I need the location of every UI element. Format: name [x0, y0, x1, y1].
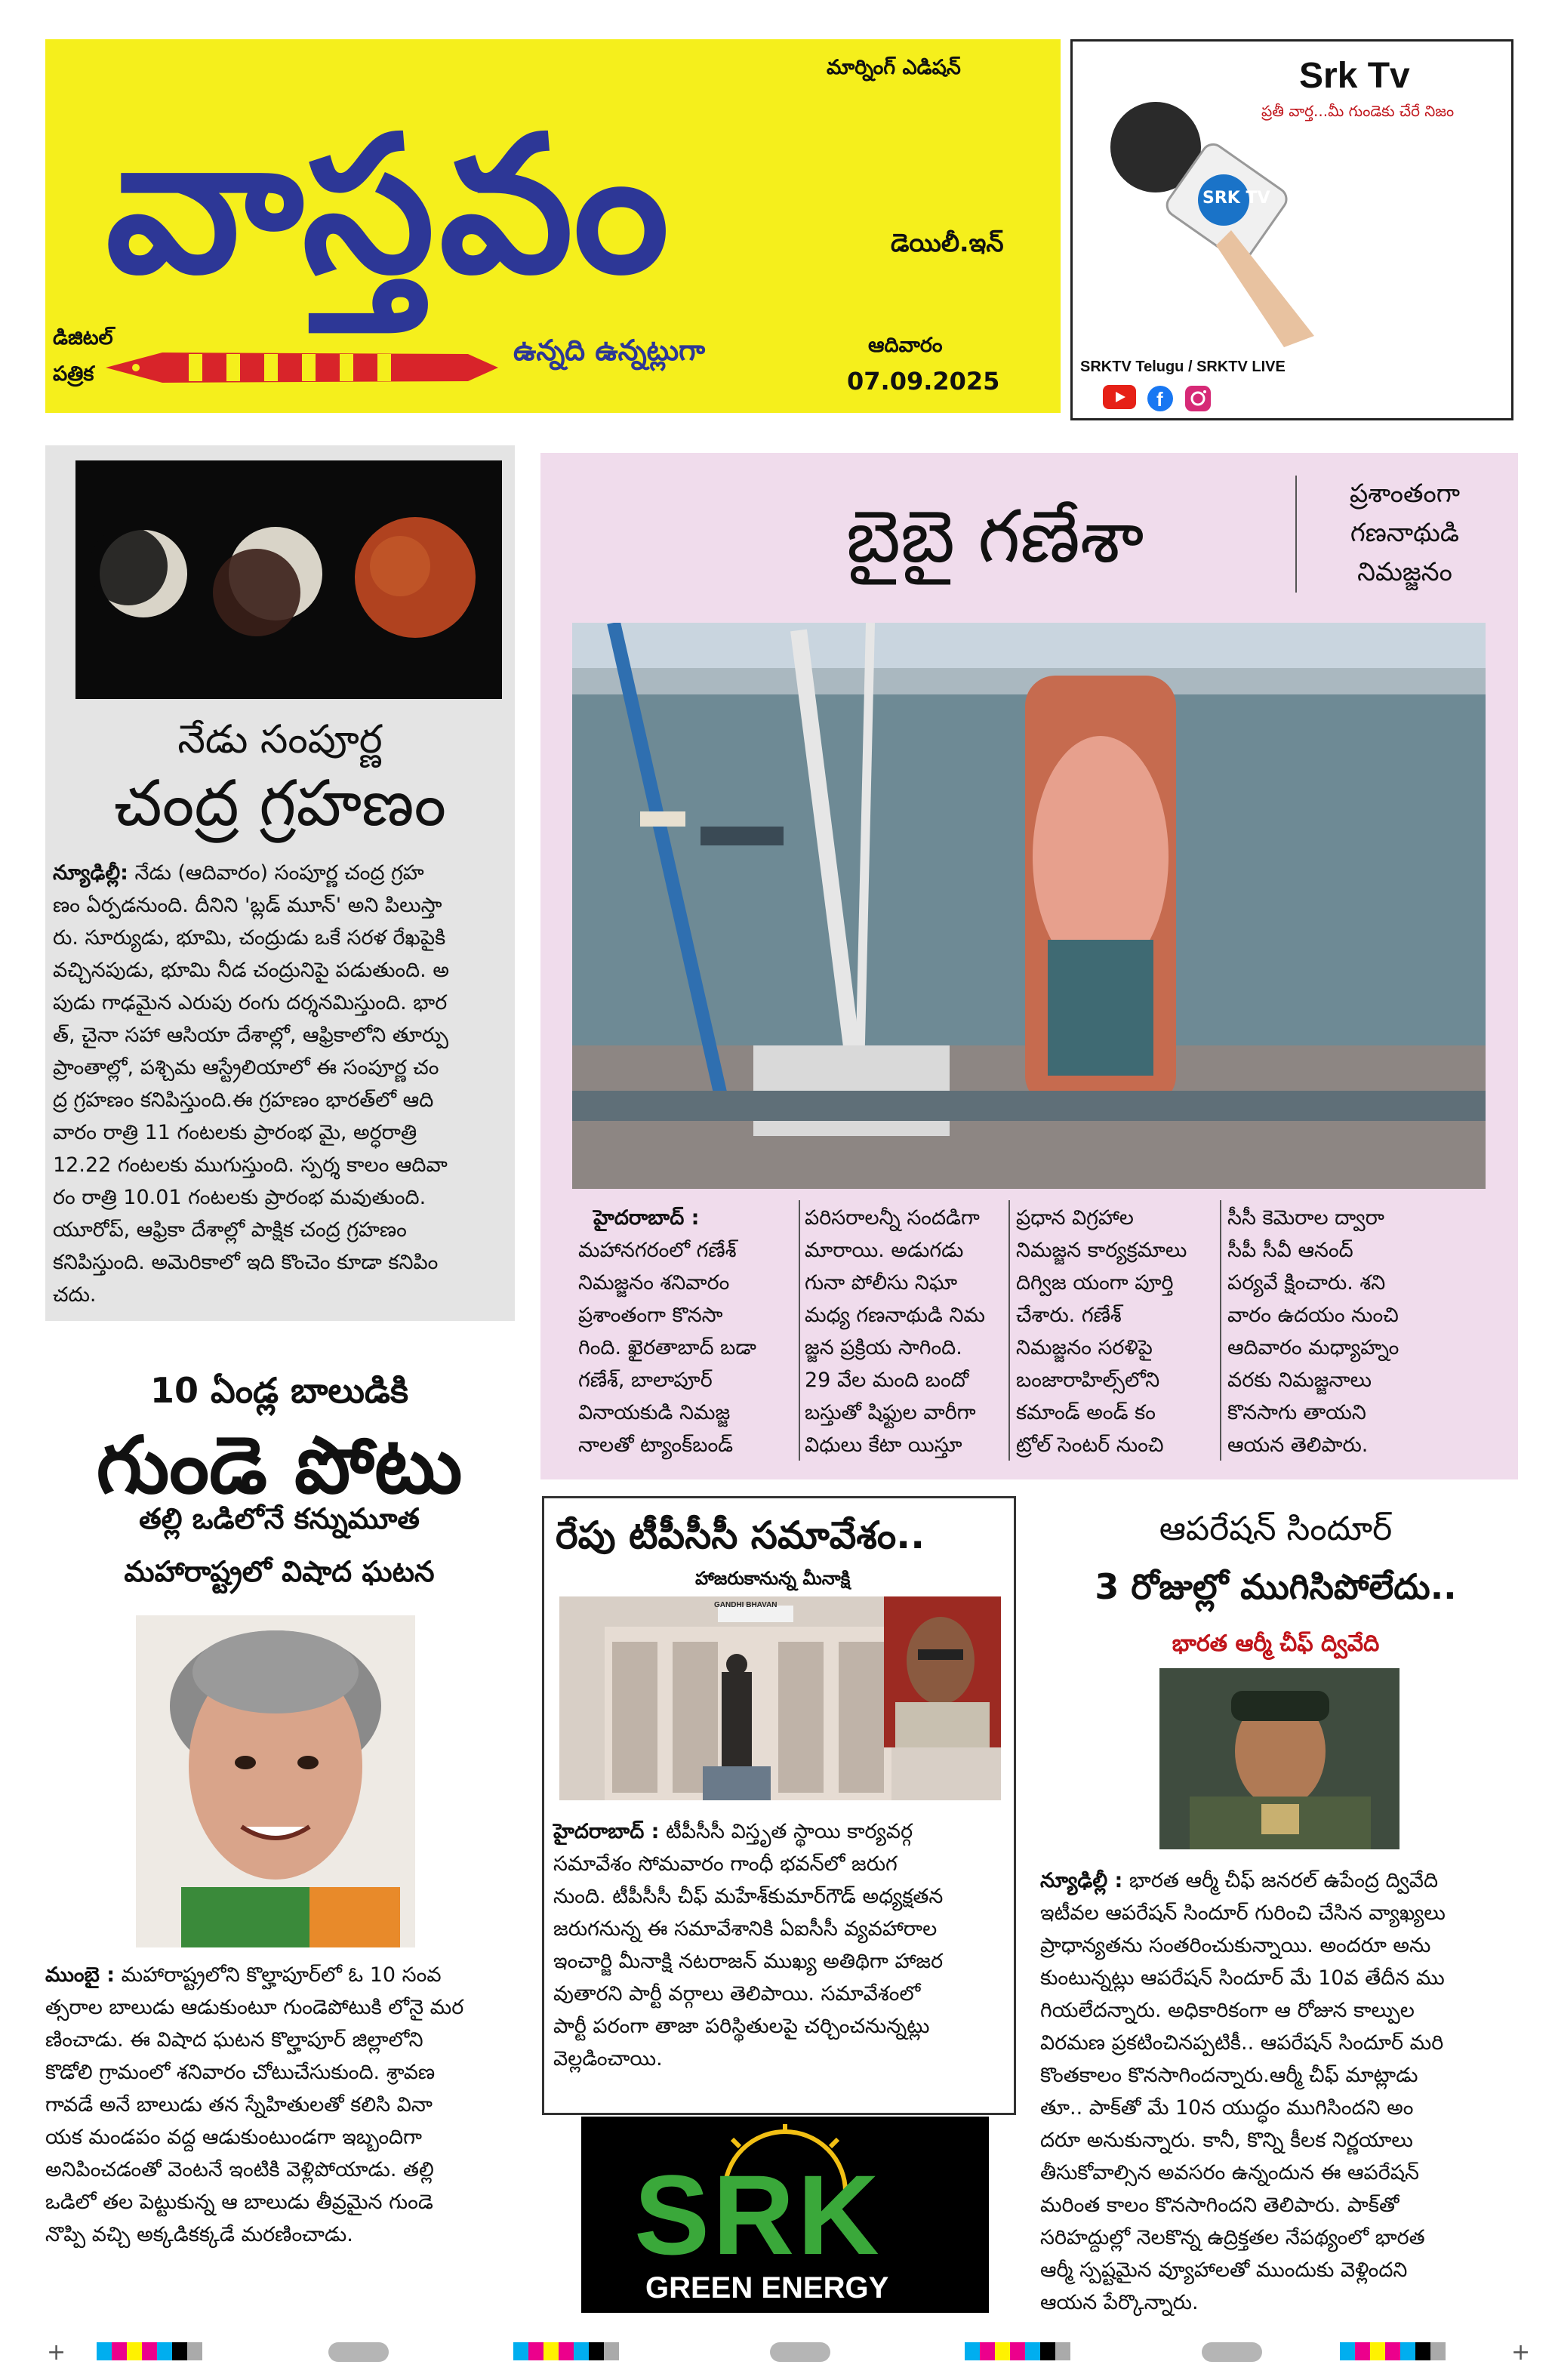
eclipse-dateline: న్యూఢిల్లీ:	[53, 861, 128, 885]
ganesha-headline: బైబై గణేశా	[846, 494, 1144, 579]
color-bar	[97, 2342, 202, 2360]
boy-headline: గుండె పోటు	[96, 1419, 463, 1511]
facebook-icon	[1147, 385, 1174, 412]
ganesha-col4: సీసీ కెమెరాల ద్వారా సీపీ సీవీ ఆనంద్ పర్యవే క్షించారు. శని వారం ఉదయం నుంచి ఆదివారం మధ్యాహ్నం వరకు నిమజ్జనాలు కొనసాగు తాయని ఆయన తెలిపారు.	[1227, 1206, 1400, 1457]
eclipse-story	[45, 445, 515, 1321]
ganesha-col1: హైదరాబాద్ : మహానగరంలో గణేశ్ నిమజ్జనం శనివారం ప్రశాంతంగా కొనసా గింది. ఖైరతాబాద్ బడా గణేశ్, బాలాపూర్ వినాయకుడి నిమజ్జ నాలతో ట్యాంక్‌బండ్	[578, 1206, 756, 1457]
crosshair-icon: +	[1511, 2339, 1531, 2366]
tpcc-body: హైదరాబాద్ : టీపీసీసీ విస్తృత స్థాయి కార్యవర్గ సమావేశం సోమవారం గాంధీ భవన్‌లో జరుగ నుంది. టీపీసీసీ చీఫ్ మహేశ్‌కుమార్‌గౌడ్ అధ్యక్షతన జరుగనున్న ఈ సమావేశానికి ఏఐసీసీ వ్యవహారాల ఇంచార్జి మీనాక్షి నటరాజన్ ముఖ్య అతిథిగా హాజర వుతారని పార్టీ వర్గాలు తెలిపాయి. సమావేశంలో పార్టీ పరంగా తాజా పరిస్థితులపై చర్చించనున్నట్లు వెల్లడించాయి.	[553, 1820, 944, 2071]
color-bar	[1340, 2342, 1446, 2360]
srk-green-logo: SRK	[634, 2151, 882, 2278]
eclipse-photo	[75, 460, 502, 699]
youtube-icon	[1103, 385, 1136, 409]
mic-label: SRK TV	[1202, 189, 1270, 208]
srktv-brand: Srk Tv	[1299, 56, 1410, 96]
army-body: న్యూఢిల్లీ : భారత ఆర్మీ చీఫ్ జనరల్ ఉపేంద్ర ద్వివేది ఇటీవల ఆపరేషన్ సిందూర్ గురించి చేసిన వ్యాఖ్యలు ప్రాధాన్యతను సంతరించుకున్నాయి. అందరూ అను కుంటున్నట్లు ఆపరేషన్ సిందూర్ మే 10వ తేదీన ము గియలేదన్నారు. అధికారికంగా ఆ రోజున కాల్పుల విరమణ ప్రకటించినప్పటికీ.. ఆపరేషన్ సిందూర్ మరి కొంతకాలం కొనసాగిందన్నారు.ఆర్మీ చీఫ్ మాట్లాడు తూ.. పాక్‌తో మే 10న యుద్ధం ముగిసిందని అం దరూ అనుకున్నారు. కానీ, కొన్ని కీలక నిర్ణయాలు తీసుకోవాల్సిన అవసరం ఉన్నందున ఈ ఆపరేషన్ మరింత కాలం కొనసాగిందని తెలిపారు. పాక్‌తో సరిహద్దుల్లో నెలకొన్న ఉద్రిక్తతల నేపథ్యంలో భారత ఆర్మీ స్పష్టమైన వ్యూహాలతో ముందుకు వెళ్లిందని ఆయన పేర్కొన్నారు.	[1040, 1869, 1446, 2314]
eclipse-body: న్యూఢిల్లీ: నేడు (ఆదివారం) సంపూర్ణ చంద్ర గ్రహ ణం ఏర్పడనుంది. దీనిని 'బ్లడ్ మూన్' అని పిలుస్తా రు. సూర్యుడు, భూమి, చంద్రుడు ఒకే సరళ రేఖపైకి వచ్చినపుడు, భూమి నీడ చంద్రునిపై పడుతుంది. అ పుడు గాఢమైన ఎరుపు రంగు దర్శనమిస్తుంది. భార త్, చైనా సహా ఆసియా దేశాల్లో, ఆఫ్రికాలోని తూర్పు ప్రాంతాల్లో, పశ్చిమ ఆస్ట్రేలియాలో ఈ సంపూర్ణ చం ద్ర గ్రహణం కనిపిస్తుంది.ఈ గ్రహణం భారత్‌లో ఆది వారం రాత్రి 11 గంటలకు ప్రారంభ మై, అర్ధరాత్రి 12.22 గంటలకు ముగుస్తుంది. స్పర్శ కాలం ఆదివా రం రాత్రి 10.01 గంటలకు ప్రారంభ మవుతుంది. యూరోప్, ఆఫ్రికా దేశాల్లో పాక్షిక చంద్ర గ్రహణం కనిపిస్తుంది. అమెరికాలో ఇది కొంచెం కూడా కనిపిం చదు.	[53, 861, 449, 1307]
instagram-icon	[1184, 385, 1212, 412]
army-dateline: న్యూఢిల్లీ :	[1040, 1869, 1123, 1892]
print-registration-marks	[0, 2336, 1555, 2366]
eclipse-kicker: నేడు సంపూర్ణ	[177, 717, 383, 762]
boy-dateline: ముంబై :	[45, 1963, 115, 1987]
gandhi-bhavan-photo	[559, 1596, 1001, 1800]
eclipse-headline: చంద్ర గ్రహణం	[113, 766, 447, 840]
microphone-icon	[1103, 87, 1329, 351]
ganesha-immersion-photo	[572, 623, 1486, 1189]
srktv-handles: SRKTV Telugu / SRKTV LIVE	[1080, 359, 1286, 375]
srk-green-tagline: GREEN ENERGY	[645, 2271, 889, 2305]
crosshair-icon: +	[47, 2339, 66, 2366]
tpcc-story	[542, 1496, 1016, 2115]
srk-green-energy-ad	[581, 2117, 989, 2313]
svg-text:f: f	[1156, 388, 1163, 411]
boy-body: ముంబై : మహారాష్ట్రలోని కొల్హాపూర్‌లో ఓ 10 సంవ త్సరాల బాలుడు ఆడుకుంటూ గుండెపోటుకి లోనై మర ణించాడు. ఈ విషాద ఘటన కొల్హాపూర్ జిల్లాలోని కొడోలి గ్రామంలో శనివారం చోటుచేసుకుంది. శ్రావణ గావడే అనే బాలుడు తన స్నేహితులతో కలిసి వినా యక మండపం వద్ద ఆడుకుంటుండగా ఇబ్బందిగా అనిపించడంతో వెంటనే ఇంటికి వెళ్లిపోయాడు. తల్లి ఒడిలో తల పెట్టుకున్న ఆ బాలుడు తీవ్రమైన గుండె నొప్పి వచ్చి అక్కడికక్కడే మరణించాడు.	[45, 1963, 464, 2246]
pen-icon	[75, 337, 528, 398]
srktv-advertisement	[1070, 39, 1513, 420]
newspaper-title: వాస్తవం	[106, 95, 674, 315]
digital-label-line2: పత్రిక	[53, 362, 94, 386]
registration-pill	[770, 2342, 830, 2362]
social-icons	[1103, 385, 1212, 412]
domain-label: డెయిలీ.ఇన్	[891, 228, 1004, 257]
tpcc-subhead: హాజరుకానున్న మీనాక్షి	[695, 1568, 851, 1589]
army-kicker: ఆపరేషన్ సిందూర్	[1159, 1510, 1393, 1548]
registration-pill	[328, 2342, 389, 2362]
ganesha-col3: ప్రధాన విగ్రహాల నిమజ్జన కార్యక్రమాలు దిగ్విజ యంగా పూర్తి చేశారు. గణేశ్ నిమజ్జనం సరళిపై బంజారాహిల్స్‌లోని కమాండ్ అండ్ కం ట్రోల్ సెంటర్ నుంచి	[1016, 1206, 1187, 1457]
masthead	[45, 39, 1061, 413]
army-subhead: భారత ఆర్మీ చీఫ్ ద్వివేది	[1172, 1630, 1380, 1657]
boy-subhead-1: తల్లి ఒడిలోనే కన్నుమూత	[139, 1502, 420, 1535]
tagline: ఉన్నది ఉన్నట్లుగా	[513, 334, 706, 367]
color-bar	[513, 2342, 619, 2360]
srktv-slogan: ప్రతీ వార్త...మీ గుండెకు చేరే నిజం	[1261, 102, 1455, 120]
headline-divider	[1295, 476, 1297, 593]
ganesha-col2: పరిసరాలన్నీ సందడిగా మారాయి. అడుగడు గునా పోలీసు నిఘా మధ్య గణనాథుడి నిమ జ్జన ప్రక్రియ సాగింది. 29 వేల మంది బందో బస్తుతో షిఫ్టుల వారీగా విధులు కేటా యిస్తూ	[805, 1206, 985, 1457]
army-chief-photo	[1159, 1668, 1400, 1849]
ganesha-story	[540, 453, 1518, 1479]
registration-pill	[1202, 2342, 1262, 2362]
tpcc-headline: రేపు టీపీసీసీ సమావేశం..	[556, 1513, 925, 1557]
edition-label: మార్నింగ్ ఎడిషన్	[827, 56, 961, 79]
boy-photo	[136, 1615, 415, 1947]
ganesha-side-headline: ప్రశాంతంగా గణనాథుడి నిమజ్జనం	[1349, 479, 1461, 587]
building-sign: GANDHI BHAVAN	[714, 1601, 778, 1609]
date-label: 07.09.2025	[847, 367, 1000, 396]
army-headline: 3 రోజుల్లో ముగిసిపోలేదు..	[1095, 1566, 1457, 1607]
color-bar	[965, 2342, 1070, 2360]
boy-kicker: 10 ఏండ్ల బాలుడికి	[149, 1370, 408, 1411]
tpcc-dateline: హైదరాబాద్ :	[553, 1820, 660, 1843]
day-label: ఆదివారం	[868, 334, 943, 357]
ganesha-dateline: హైదరాబాద్ :	[593, 1206, 700, 1230]
boy-subhead-2: మహారాష్ట్రలో విషాద ఘటన	[124, 1555, 435, 1588]
digital-label-line1: డిజిటల్	[53, 326, 113, 349]
